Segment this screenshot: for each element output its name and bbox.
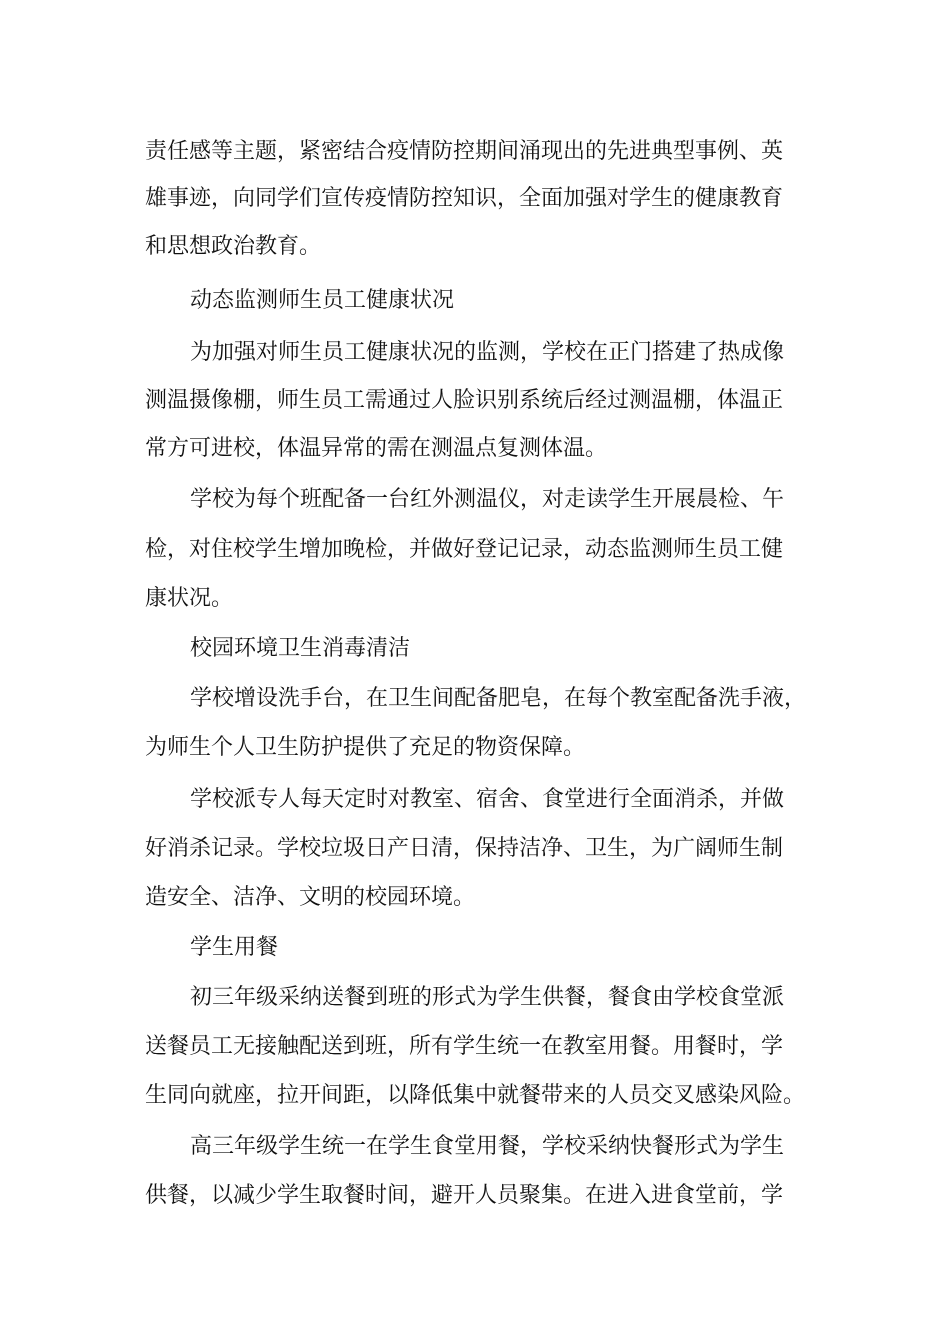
section-heading: 校园环境卫生消毒清洁 xyxy=(190,636,411,661)
paragraph-line: 为师生个人卫生防护提供了充足的物资保障。 xyxy=(145,735,586,760)
paragraph-line: 雄事迹，向同学们宣传疫情防控知识，全面加强对学生的健康教育 xyxy=(145,186,784,211)
paragraph-line: 测温摄像棚，师生员工需通过人脸识别系统后经过测温棚，体温正 xyxy=(145,388,784,413)
paragraph-line: 初三年级采纳送餐到班的形式为学生供餐，餐食由学校食堂派 xyxy=(190,985,785,1010)
paragraph-line: 供餐，以减少学生取餐时间，避开人员聚集。在进入进食堂前，学 xyxy=(145,1183,784,1208)
section-heading: 动态监测师生员工健康状况 xyxy=(190,288,455,313)
paragraph-line: 和思想政治教育。 xyxy=(145,234,322,259)
paragraph-line: 责任感等主题，紧密结合疫情防控期间涌现出的先进典型事例、英 xyxy=(145,139,784,164)
paragraph-line: 检，对住校学生增加晚检，并做好登记记录，动态监测师生员工健 xyxy=(145,537,784,562)
paragraph-line: 好消杀记录。学校垃圾日产日清，保持洁净、卫生，为广阔师生制 xyxy=(145,836,784,861)
paragraph-line: 学校为每个班配备一台红外测温仪，对走读学生开展晨检、午 xyxy=(190,487,785,512)
paragraph-line: 学校派专人每天定时对教室、宿舍、食堂进行全面消杀，并做 xyxy=(190,787,785,812)
paragraph-line: 为加强对师生员工健康状况的监测，学校在正门搭建了热成像 xyxy=(190,340,785,365)
section-heading: 学生用餐 xyxy=(190,935,279,960)
paragraph-line: 生同向就座，拉开间距，以降低集中就餐带来的人员交叉感染风险。 xyxy=(145,1083,806,1108)
paragraph-line: 送餐员工无接触配送到班，所有学生统一在教室用餐。用餐时，学 xyxy=(145,1034,784,1059)
paragraph-line: 学校增设洗手台，在卫生间配备肥皂，在每个教室配备洗手液， xyxy=(190,686,807,711)
paragraph-line: 常方可进校，体温异常的需在测温点复测体温。 xyxy=(145,436,608,461)
paragraph-line: 造安全、洁净、文明的校园环境。 xyxy=(145,885,476,910)
paragraph-line: 康状况。 xyxy=(145,586,234,611)
paragraph-line: 高三年级学生统一在学生食堂用餐，学校采纳快餐形式为学生 xyxy=(190,1134,785,1159)
